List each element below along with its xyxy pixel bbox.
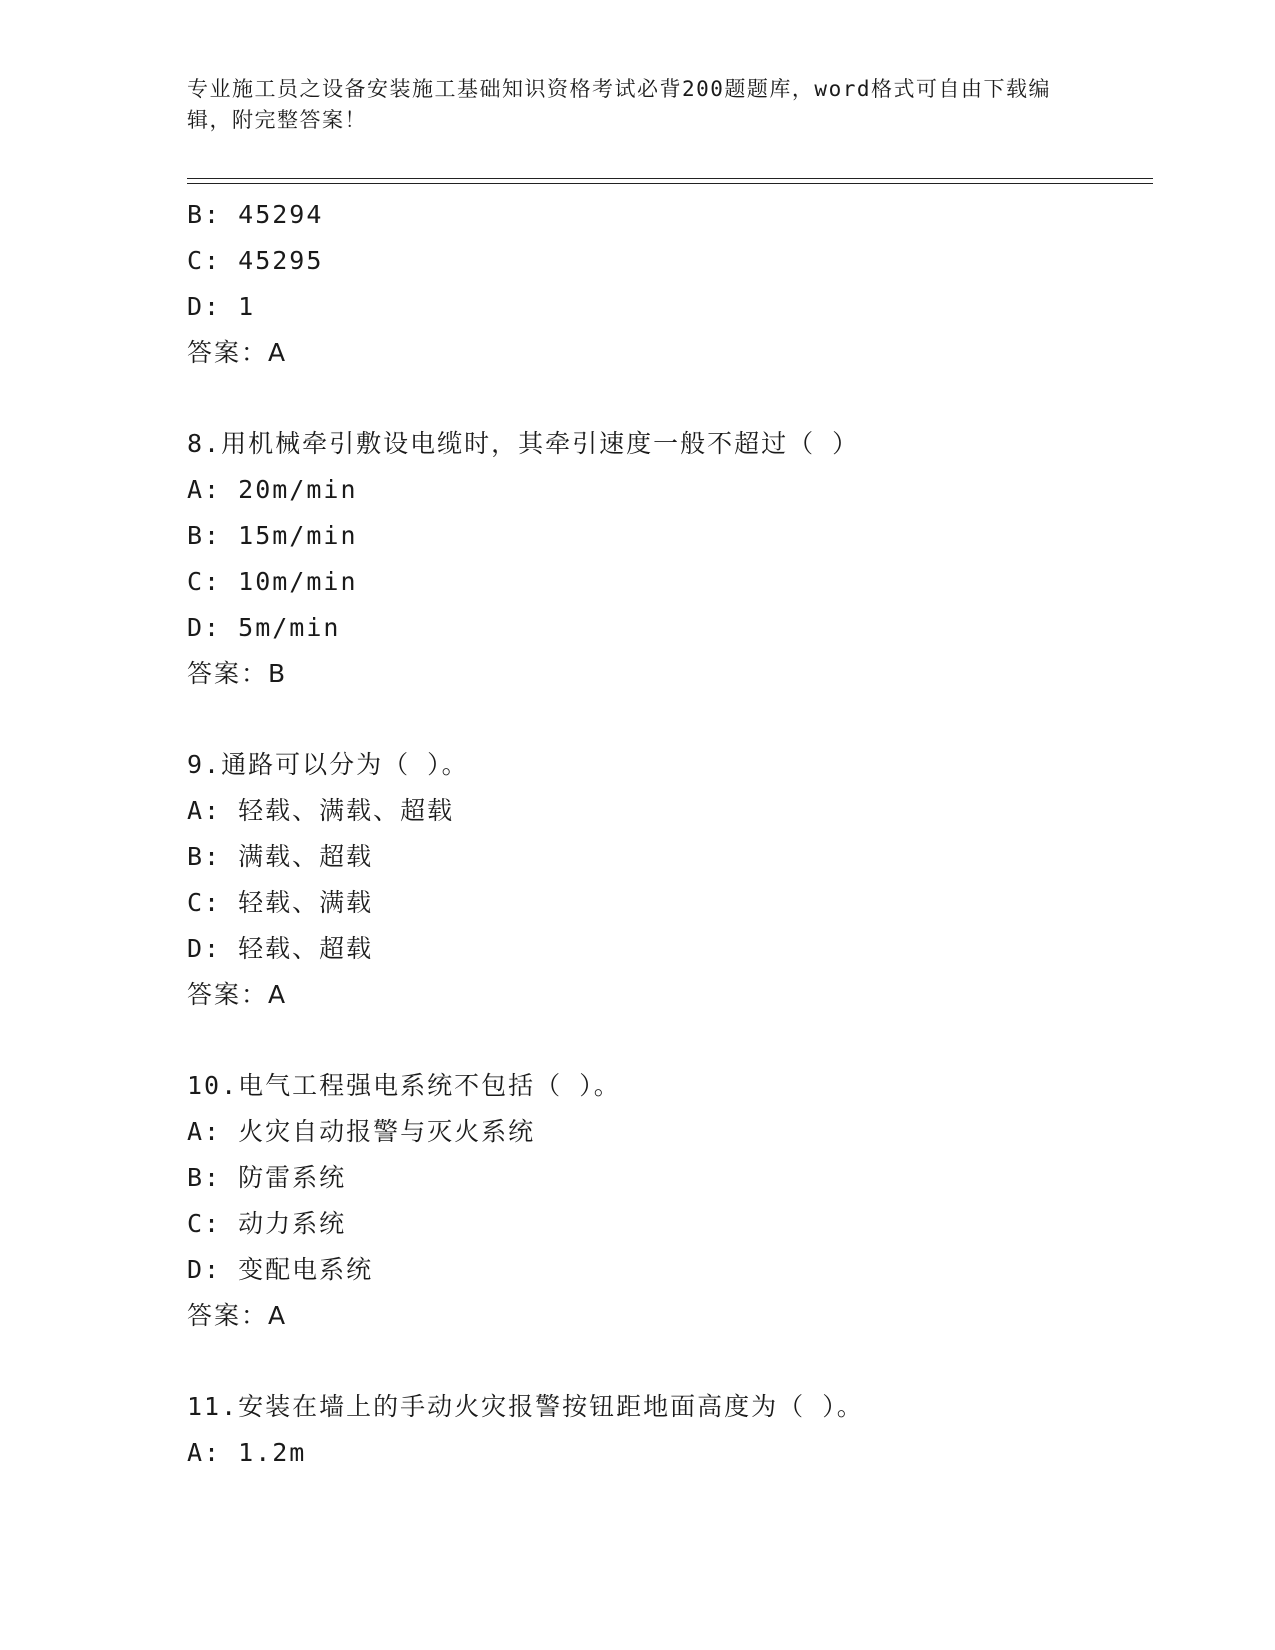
option-c: C: 动力系统 — [187, 1209, 347, 1238]
document-header: 专业施工员之设备安装施工基础知识资格考试必背200题题库，word格式可自由下载编辑，附完整答案！ — [187, 77, 1051, 132]
option-b: B: 防雷系统 — [187, 1163, 347, 1192]
option-d: D: 轻载、超载 — [187, 934, 374, 963]
answer: 答案：A — [187, 980, 288, 1009]
option-c: C: 45295 — [187, 246, 324, 275]
question-block-9 — [187, 742, 1153, 1018]
question-text: 10.电气工程强电系统不包括（ ）。 — [187, 1071, 621, 1100]
question-text: 8.用机械牵引敷设电缆时，其牵引速度一般不超过（ ） — [187, 429, 860, 458]
question-text: 9.通路可以分为（ ）。 — [187, 750, 469, 779]
option-a: A: 20m/min — [187, 475, 358, 504]
option-d: D: 1 — [187, 292, 256, 321]
option-b: B: 满载、超载 — [187, 842, 374, 871]
answer: 答案：A — [187, 338, 288, 367]
question-text: 11.安装在墙上的手动火灾报警按钮距地面高度为（ ）。 — [187, 1392, 864, 1421]
option-c: C: 10m/min — [187, 567, 358, 596]
option-c: C: 轻载、满载 — [187, 888, 374, 917]
question-block-11 — [187, 1384, 1153, 1476]
answer: 答案：A — [187, 1301, 288, 1330]
option-b: B: 45294 — [187, 200, 324, 229]
option-a: A: 轻载、满载、超载 — [187, 796, 455, 825]
option-a: A: 1.2m — [187, 1438, 307, 1467]
question-list — [187, 192, 1153, 1476]
option-d: D: 5m/min — [187, 613, 341, 642]
answer: 答案：B — [187, 659, 288, 688]
question-block-7-tail — [187, 192, 1153, 376]
header-rule-bottom — [187, 183, 1153, 184]
option-b: B: 15m/min — [187, 521, 358, 550]
option-a: A: 火灾自动报警与灭火系统 — [187, 1117, 536, 1146]
header-rule-top — [187, 178, 1153, 179]
option-d: D: 变配电系统 — [187, 1255, 374, 1284]
question-block-10 — [187, 1063, 1153, 1339]
question-block-8 — [187, 421, 1153, 697]
